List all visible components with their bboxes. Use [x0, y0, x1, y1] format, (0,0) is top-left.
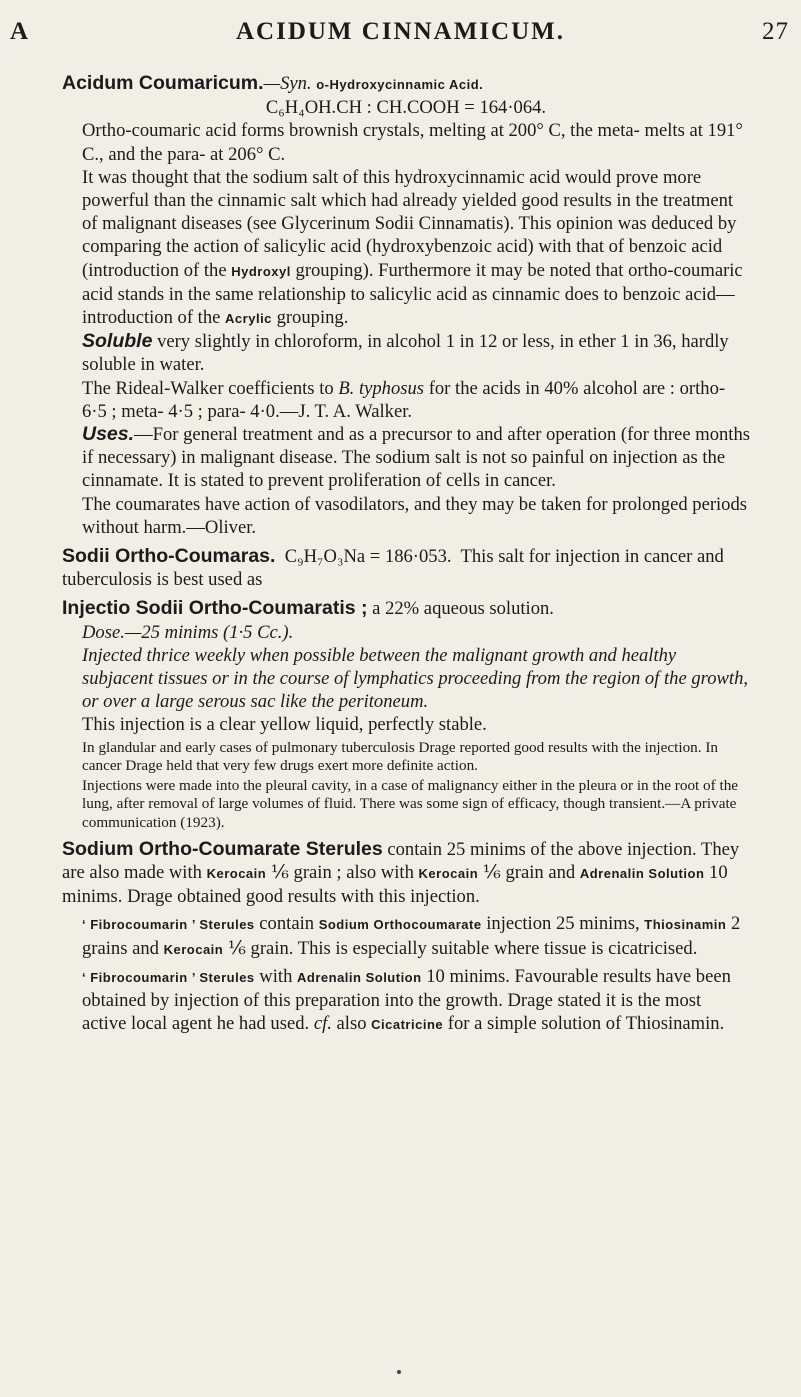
injectio-heading: Injectio Sodii Ortho-Coumaratis ; a 22% aqueous solution.	[62, 597, 554, 620]
clear-liquid: This injection is a clear yellow liquid, perfectly stable.	[82, 714, 487, 736]
paragraph-coumarates: The coumarates have action of vasodilators, and they may be taken for prolonged periods without harm.—Oliver.	[82, 493, 748, 538]
syn-label: —Syn.	[263, 73, 312, 94]
fibrocoumarin-paragraph-1: ‘ Fibrocoumarin ’ Sterules contain Sodium Orthocoumarate injection 25 minims, Thiosinamin 2 grains and Kerocain ⅙ grain. This is especially suitable where tissue is cicatricised.	[82, 913, 741, 959]
entry-name: Acidum Coumaricum.	[62, 72, 264, 94]
formula: C₆H₄OH.CH : CH.COOH = 164·064.	[265, 97, 547, 119]
sterules-name: Sodium Ortho-Coumarate Sterules	[62, 837, 383, 860]
term-hydroxyl: Hydroxyl	[231, 263, 291, 279]
paragraph-uses: Uses.—For general treatment and as a precursor to and after operation (for three months if necessary) in malignant disease. The sodium salt is not so painful on injection as the cinnamate. It is stated to prevent proliferation of cells in cancer.	[82, 423, 750, 492]
sodii-name: Sodii Ortho-Coumaras.	[62, 545, 276, 568]
syn-name: o-Hydroxycinnamic Acid.	[316, 77, 484, 92]
ink-dot	[397, 1370, 401, 1374]
glandular-text: In glandular and early cases of pulmonary tuberculosis Drage reported good results with the injection. In cancer Drage held that very few drugs exert more definite action.	[82, 738, 718, 774]
pleural-text: Injections were made into the pleural cavity, in a case of malignancy either in the pleura or in the root of the lung, after removal of large volumes of fluid. There was some sign of efficacy, though transient.—A private communication (1923).	[82, 777, 739, 831]
header-letter: A	[10, 18, 30, 45]
injected-text: Injected thrice weekly when possible between the malignant growth and healthy subjacent tissues or in the course of lymphatics proceeding from the region of the growth, or over a large serous sac like the peritoneum.	[82, 644, 749, 713]
soluble-label: Soluble	[82, 330, 153, 353]
sterules-paragraph: Sodium Ortho-Coumarate Sterules contain 25 minims of the above injection. They are also made with Kerocain ⅙ grain ; also with Kerocain ⅙ grain and Adrenalin Solution 10 minims. Drage obtained good results with this injection.	[62, 837, 740, 908]
entry-text	[62, 72, 750, 1036]
term-acrylic: Acrylic	[225, 311, 272, 327]
paragraph-soluble: Soluble very slightly in chloroform, in alcohol 1 in 12 or less, in ether 1 in 36, hardly soluble in water.	[82, 330, 729, 376]
sodii-heading: Sodii Ortho-Coumaras. C₉H₇O₃Na = 186·053. This salt for injection in cancer and tuberculosis is best used as	[62, 545, 724, 591]
paragraph-melting: Ortho-coumaric acid forms brownish crystals, melting at 200° C, the meta- melts at 191° C., and the para- at 206° C.	[82, 120, 743, 165]
running-title: ACIDUM CINNAMICUM.	[235, 18, 566, 45]
dose: Dose.—25 minims (1·5 Cc.).	[82, 621, 294, 643]
paragraph-rideal-walker: The Rideal-Walker coefficients to B. typhosus for the acids in 40% alcohol are : ortho- 6·5 ; meta- 4·5 ; para- 4·0.—J. T. A. Walker.	[82, 377, 726, 422]
paragraph-sodium-salt: It was thought that the sodium salt of this hydroxycinnamic acid would prove more powerful than the cinnamic salt which had already yielded good results in the treatment of malignant diseases (see Glycerinum Sodii Cinnamatis). This opinion was deduced by comparing the action of salicylic acid (hydroxybenzoic acid) with that of benzoic acid (introduction of the Hydroxyl grouping). Furthermore it may be noted that ortho-coumaric acid stands in the same relationship to salicylic acid as cinnamic does to benzoic acid—introduction of the Acrylic grouping.	[82, 166, 743, 329]
uses-label: Uses.	[82, 423, 135, 446]
page-number: 27	[762, 18, 789, 45]
coumaricum-heading	[62, 72, 750, 96]
fibrocoumarin-paragraph-2: ‘ Fibrocoumarin ’ Sterules with Adrenalin Solution 10 minims. Favourable results have been obtained by injection of this preparation into the growth. Drage stated it is the most active local agent he had used. cf. also Cicatricine for a simple solution of Thiosinamin.	[82, 965, 731, 1035]
injectio-name: Injectio Sodii Ortho-Coumaratis ;	[62, 597, 368, 620]
